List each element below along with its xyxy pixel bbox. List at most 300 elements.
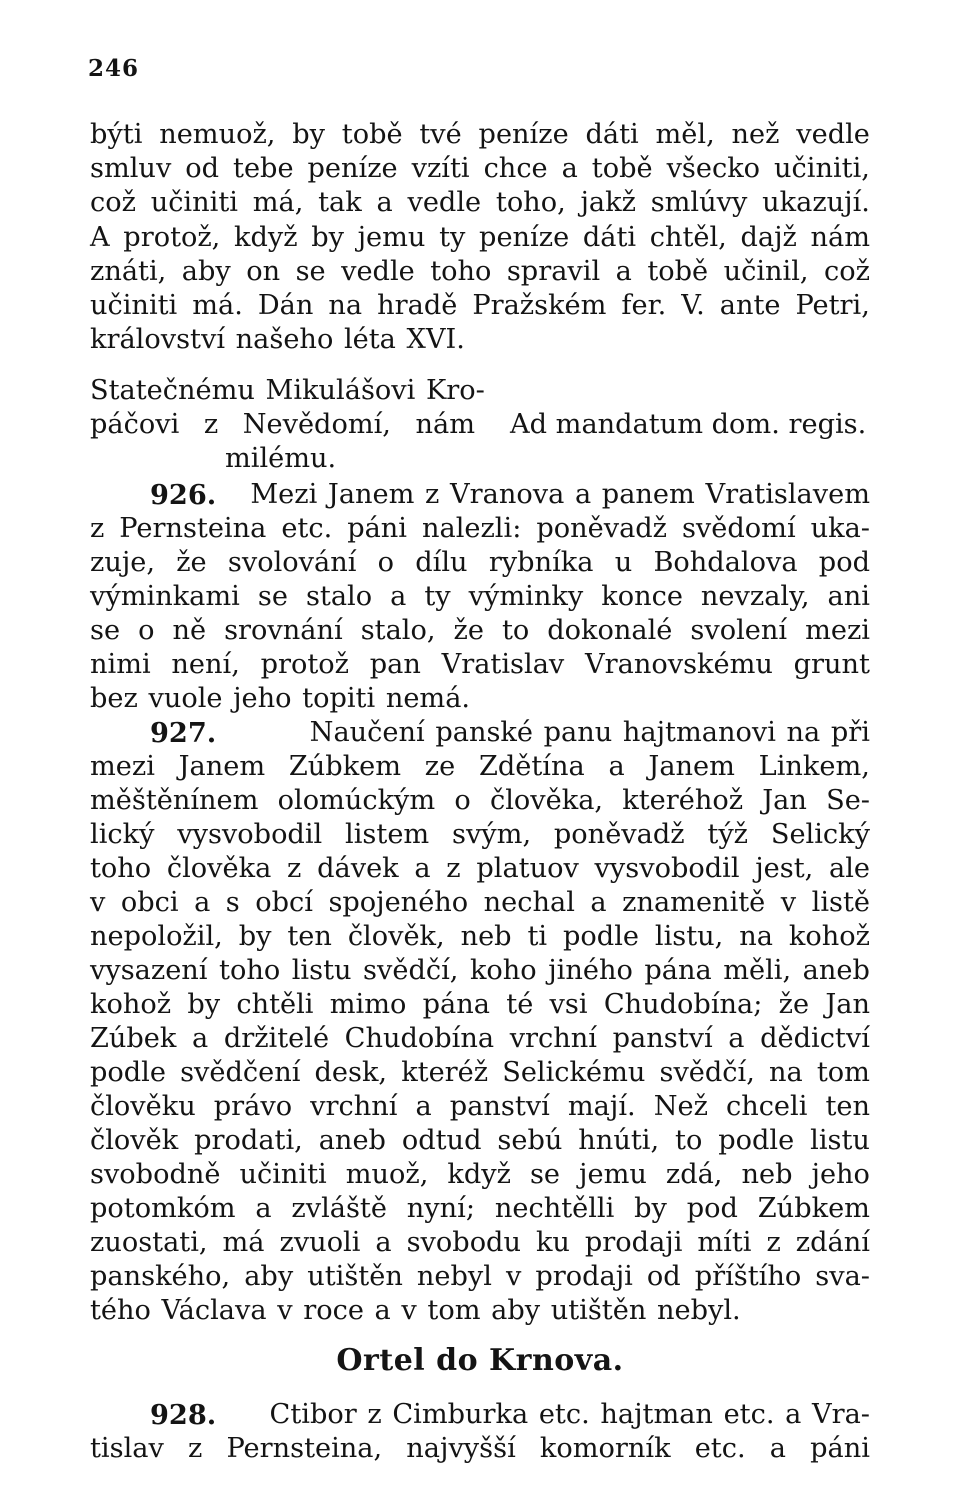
word: jemu <box>357 222 426 253</box>
word: vrchní <box>310 1091 398 1122</box>
word: neb <box>741 1159 793 1190</box>
word: A <box>90 222 110 253</box>
word: panství <box>612 1023 713 1054</box>
word: ten <box>825 1091 870 1122</box>
word: není, <box>171 649 240 680</box>
word: spojeného <box>328 887 469 918</box>
word: z <box>446 853 461 884</box>
word: platuov <box>476 853 579 884</box>
word: se <box>295 256 326 287</box>
word: listu <box>810 1125 870 1156</box>
word: tobě <box>647 256 709 287</box>
word: z <box>766 1227 781 1258</box>
word: dajž <box>740 222 797 253</box>
word: by <box>187 989 221 1020</box>
word: se <box>257 581 288 612</box>
word: zdá, <box>665 1159 723 1190</box>
word: o <box>138 615 155 646</box>
word: podle <box>563 921 639 952</box>
word: zvláště <box>291 1193 387 1224</box>
entry-text: Mezi Janem z Vranova a panem Vratislavem <box>250 479 870 510</box>
word: učiniti <box>90 290 178 321</box>
word: té <box>506 989 534 1020</box>
word: Vratislav <box>441 649 565 680</box>
word: má. <box>192 290 243 321</box>
word: svolování <box>227 547 357 578</box>
word: člověka, <box>489 785 604 816</box>
word: tom <box>816 1057 870 1088</box>
word: stalo <box>305 581 373 612</box>
word: peníze <box>307 153 398 184</box>
word: na <box>739 921 773 952</box>
word: ně <box>172 615 207 646</box>
word: jeho <box>811 1159 870 1190</box>
text-line <box>90 614 870 648</box>
word: a <box>255 1193 272 1224</box>
word: obcí <box>255 887 313 918</box>
word: měštěnínem <box>90 785 259 816</box>
word: to <box>675 1125 703 1156</box>
word: ku <box>535 1227 570 1258</box>
word: uka- <box>810 513 870 544</box>
text-line <box>90 289 870 323</box>
word: vsi <box>549 989 588 1020</box>
text-line: bez vuole jeho topiti nemá. <box>90 683 471 714</box>
word: nám <box>810 222 870 253</box>
word: Zúbkem <box>757 1193 870 1224</box>
word: Petri, <box>795 290 870 321</box>
word: od <box>646 1261 681 1292</box>
word: že <box>453 615 484 646</box>
word: od <box>185 153 220 184</box>
word: v <box>90 887 106 918</box>
word: na <box>768 1057 803 1088</box>
word: člověku <box>90 1091 196 1122</box>
word: dědictví <box>760 1023 870 1054</box>
entry-number: 927. <box>150 717 217 749</box>
word: panského, <box>90 1261 231 1292</box>
word: dokonalé <box>547 615 673 646</box>
word: zuostati, <box>90 1227 208 1258</box>
word: by <box>292 119 325 150</box>
word: učiniti, <box>774 153 870 184</box>
word: prodaji <box>535 1261 633 1292</box>
word: peníze <box>479 222 570 253</box>
word: nechtělli <box>494 1193 615 1224</box>
word: učinil, <box>723 256 809 287</box>
word: výminky <box>468 581 584 612</box>
text-line <box>90 1226 870 1260</box>
word: aneb <box>802 955 870 986</box>
word: etc. <box>694 1433 746 1464</box>
word: listem <box>345 819 430 850</box>
entry-first-line <box>150 1398 870 1432</box>
word: Zdětína <box>478 751 585 782</box>
word: nechal <box>483 887 575 918</box>
word: potomkóm <box>90 1193 236 1224</box>
word: poněvadž <box>536 513 668 544</box>
word: a <box>390 581 407 612</box>
word: prodaji <box>584 1227 683 1258</box>
word: V. <box>681 290 705 321</box>
word: nimi <box>90 649 151 680</box>
text-line <box>90 920 870 954</box>
word: ukazují. <box>762 187 870 218</box>
word: protož <box>260 649 349 680</box>
word: by <box>634 1193 667 1224</box>
entry-first-line <box>150 716 870 750</box>
word: spravil <box>506 256 601 287</box>
word: koho <box>469 955 537 986</box>
word: že <box>176 547 207 578</box>
word: dáti <box>585 119 639 150</box>
word: všecko <box>666 153 761 184</box>
section-heading: Ortel do Krnova. <box>336 1343 624 1378</box>
word: zvuoli <box>279 1227 361 1258</box>
word: nebyl <box>416 1261 492 1292</box>
word: toho <box>430 256 492 287</box>
word: smlúvy <box>650 187 748 218</box>
text-line <box>90 221 870 255</box>
word: by <box>238 921 272 952</box>
entry-first-line <box>150 478 870 512</box>
word: utištěn <box>307 1261 403 1292</box>
word: svědčí, <box>363 955 459 986</box>
text-line: tého Václava v roce a v tom aby utištěn nebyl. <box>90 1295 741 1326</box>
text-line <box>90 1022 870 1056</box>
word: se <box>529 1159 561 1190</box>
word: a <box>769 1433 786 1464</box>
word: Selický <box>770 819 870 850</box>
word: muož, <box>345 1159 429 1190</box>
word: mezi <box>90 751 155 782</box>
word: měl, <box>655 119 715 150</box>
word: Pernsteina, <box>226 1433 383 1464</box>
word: odtud <box>401 1125 482 1156</box>
word: ante <box>719 290 781 321</box>
text-line <box>90 1260 870 1294</box>
word: listu <box>291 955 352 986</box>
text-line <box>90 580 870 614</box>
word: svědčení <box>180 1057 301 1088</box>
word: tislav <box>90 1433 164 1464</box>
text-line <box>90 1192 870 1226</box>
word: vysazení <box>90 955 208 986</box>
word: Janem <box>178 751 266 782</box>
word: že <box>778 989 810 1020</box>
word: olomúckým <box>277 785 436 816</box>
word: mimo <box>329 989 407 1020</box>
word: Vranovskému <box>585 649 773 680</box>
word: o <box>377 547 395 578</box>
word: býti <box>90 119 143 150</box>
word: a <box>414 853 431 884</box>
word: se <box>90 615 121 646</box>
text-line <box>90 954 870 988</box>
word: Dán <box>257 290 314 321</box>
word: nepoložil, <box>90 921 223 952</box>
entry-text: Naučení panské panu hajtmanovi na při <box>309 717 870 748</box>
word: peníze <box>478 119 569 150</box>
word: nám <box>415 409 475 440</box>
word: znamenitě <box>622 887 766 918</box>
word: aby <box>244 1261 294 1292</box>
word: kohož <box>788 921 870 952</box>
address-line <box>90 408 475 442</box>
text-line <box>90 152 870 186</box>
word: rybníka <box>488 547 594 578</box>
word: Chudobína <box>344 1023 495 1054</box>
word: člověk <box>90 1125 179 1156</box>
word: z <box>287 853 302 884</box>
word: vrchní <box>509 1023 597 1054</box>
address-line: milému. <box>225 443 337 474</box>
word: dávek <box>317 853 399 884</box>
text-line <box>90 512 870 546</box>
word: znáti, <box>90 256 167 287</box>
word: páni <box>347 513 408 544</box>
word: učiniti <box>239 1159 327 1190</box>
word: neb <box>460 921 512 952</box>
word: což <box>824 256 870 287</box>
word: obci <box>120 887 179 918</box>
word: kohož <box>90 989 172 1020</box>
word: poněvadž <box>553 819 685 850</box>
word: a <box>561 153 578 184</box>
word: nevzaly, <box>700 581 810 612</box>
word: tobě <box>341 119 403 150</box>
word: páčovi <box>90 409 180 440</box>
word: podle <box>718 1125 795 1156</box>
text-line <box>90 546 870 580</box>
word: z <box>203 409 219 440</box>
word: nemuož, <box>159 119 276 150</box>
word: ten <box>287 921 332 952</box>
text-line <box>90 988 870 1022</box>
entry-text: Ctibor z Cimburka etc. hajtman etc. a Vra- <box>269 1399 870 1430</box>
word: listě <box>811 887 870 918</box>
word: týž <box>707 819 748 850</box>
word: mezi <box>805 615 870 646</box>
word: toho, <box>495 187 566 218</box>
word: aneb <box>318 1125 386 1156</box>
text-line <box>90 886 870 920</box>
word: protož, <box>123 222 221 253</box>
word: vzíti <box>411 153 470 184</box>
mandate-note: Ad mandatum dom. regis. <box>510 409 867 440</box>
word: vedle <box>341 256 415 287</box>
word: u <box>614 547 633 578</box>
word: svědčí, <box>659 1057 755 1088</box>
word: tobě <box>591 153 653 184</box>
text-line <box>90 1432 870 1466</box>
word: nyní; <box>406 1193 476 1224</box>
word: učiniti <box>150 187 238 218</box>
text-line <box>90 1056 870 1090</box>
word: chtěli <box>236 989 314 1020</box>
word: jiného <box>548 955 633 986</box>
word: právo <box>213 1091 293 1122</box>
word: když <box>233 222 298 253</box>
word: desk, <box>314 1057 388 1088</box>
word: pod <box>686 1193 738 1224</box>
word: než <box>731 119 780 150</box>
word: tvé <box>419 119 462 150</box>
word: prodati, <box>194 1125 303 1156</box>
word: pan <box>369 649 421 680</box>
word: vysvobodil <box>177 819 323 850</box>
word: pána <box>422 989 490 1020</box>
text-line <box>90 750 870 784</box>
text-line <box>90 1090 870 1124</box>
word: toho <box>90 853 152 884</box>
word: aby <box>181 256 231 287</box>
word: svobodně <box>90 1159 221 1190</box>
word: vedle <box>796 119 870 150</box>
word: hradě <box>377 290 458 321</box>
word: s <box>225 887 240 918</box>
word: zuje, <box>90 547 155 578</box>
text-line <box>90 784 870 818</box>
text-line <box>90 1124 870 1158</box>
word: pána <box>644 955 712 986</box>
word: svým, <box>452 819 532 850</box>
word: Se- <box>826 785 870 816</box>
word: a <box>376 187 393 218</box>
word: a <box>728 1023 745 1054</box>
word: vedle <box>407 187 482 218</box>
word: Zúbek <box>90 1023 177 1054</box>
word: srovnání <box>224 615 343 646</box>
word: když <box>447 1159 511 1190</box>
word: ani <box>827 581 870 612</box>
word: etc. <box>281 513 333 544</box>
word: konce <box>601 581 683 612</box>
word: Janem <box>648 751 735 782</box>
word: chceli <box>725 1091 808 1122</box>
word: Než <box>653 1091 708 1122</box>
word: pod <box>818 547 870 578</box>
word: a <box>375 1227 392 1258</box>
text-line <box>90 1158 870 1192</box>
word: grunt <box>793 649 870 680</box>
word: ti <box>527 921 548 952</box>
word: tak <box>318 187 362 218</box>
word: a <box>615 256 632 287</box>
word: Pražském <box>472 290 607 321</box>
word: páni <box>810 1433 870 1464</box>
text-line <box>90 852 870 886</box>
word: Nevědomí, <box>242 409 391 440</box>
address-line: Statečnému Mikulášovi Kro- <box>90 375 485 406</box>
word: Selickému <box>502 1057 646 1088</box>
word: by <box>311 222 344 253</box>
word: smluv <box>90 153 172 184</box>
word: a <box>608 751 625 782</box>
word: jakž <box>580 187 636 218</box>
word: svolení <box>690 615 788 646</box>
word: nalezli: <box>421 513 522 544</box>
word: Chudobína; <box>603 989 763 1020</box>
text-line: království našeho léta XVI. <box>90 324 465 355</box>
word: Bohdalova <box>653 547 798 578</box>
word: stalo, <box>360 615 436 646</box>
word: hnúti, <box>578 1125 660 1156</box>
page-number: 246 <box>88 55 140 82</box>
word: Pernsteina <box>119 513 267 544</box>
word: a <box>415 1091 432 1122</box>
word: jemu <box>579 1159 647 1190</box>
word: panství <box>449 1091 550 1122</box>
word: Zúbkem <box>288 751 402 782</box>
word: toho <box>219 955 281 986</box>
word: a <box>590 887 607 918</box>
word: sebú <box>497 1125 563 1156</box>
word: ty <box>439 222 466 253</box>
word: jest, <box>755 853 814 884</box>
word: chtěl, <box>649 222 727 253</box>
word: chce <box>483 153 548 184</box>
word: ze <box>424 751 456 782</box>
word: Linkem, <box>758 751 870 782</box>
word: svědomí <box>681 513 796 544</box>
word: o <box>454 785 471 816</box>
word: lický <box>90 819 155 850</box>
word: má <box>222 1227 265 1258</box>
word: což <box>90 187 136 218</box>
word: z <box>90 513 105 544</box>
word: člověka <box>166 853 272 884</box>
word: mají. <box>567 1091 636 1122</box>
text-line <box>90 255 870 289</box>
word: svobodu <box>406 1227 521 1258</box>
word: dáti <box>582 222 637 253</box>
word: držitelé <box>223 1023 330 1054</box>
text-line <box>90 118 870 152</box>
word: příštího <box>694 1261 802 1292</box>
word: ale <box>829 853 870 884</box>
word: měli, <box>723 955 792 986</box>
word: v <box>780 887 797 918</box>
word: on <box>246 256 281 287</box>
entry-number: 928. <box>150 1399 217 1431</box>
word: podle <box>90 1057 166 1088</box>
word: Jan <box>762 785 807 816</box>
text-line <box>90 818 870 852</box>
word: z <box>187 1433 203 1464</box>
word: zdání <box>795 1227 870 1258</box>
word: výminkami <box>90 581 240 612</box>
word: dílu <box>415 547 468 578</box>
word: kteréž <box>401 1057 489 1088</box>
word: člověk, <box>347 921 445 952</box>
word: míti <box>697 1227 752 1258</box>
word: Jan <box>825 989 870 1020</box>
word: na <box>328 290 363 321</box>
text-line <box>90 648 870 682</box>
text-line <box>90 186 870 220</box>
word: listu, <box>654 921 724 952</box>
word: komorník <box>539 1433 671 1464</box>
word: fer. <box>621 290 667 321</box>
word: najvyšší <box>406 1433 516 1464</box>
word: kteréhož <box>622 785 744 816</box>
word: má, <box>252 187 304 218</box>
word: sva- <box>815 1261 870 1292</box>
word: ty <box>424 581 451 612</box>
word: a <box>191 1023 209 1054</box>
entry-number: 926. <box>150 479 217 511</box>
